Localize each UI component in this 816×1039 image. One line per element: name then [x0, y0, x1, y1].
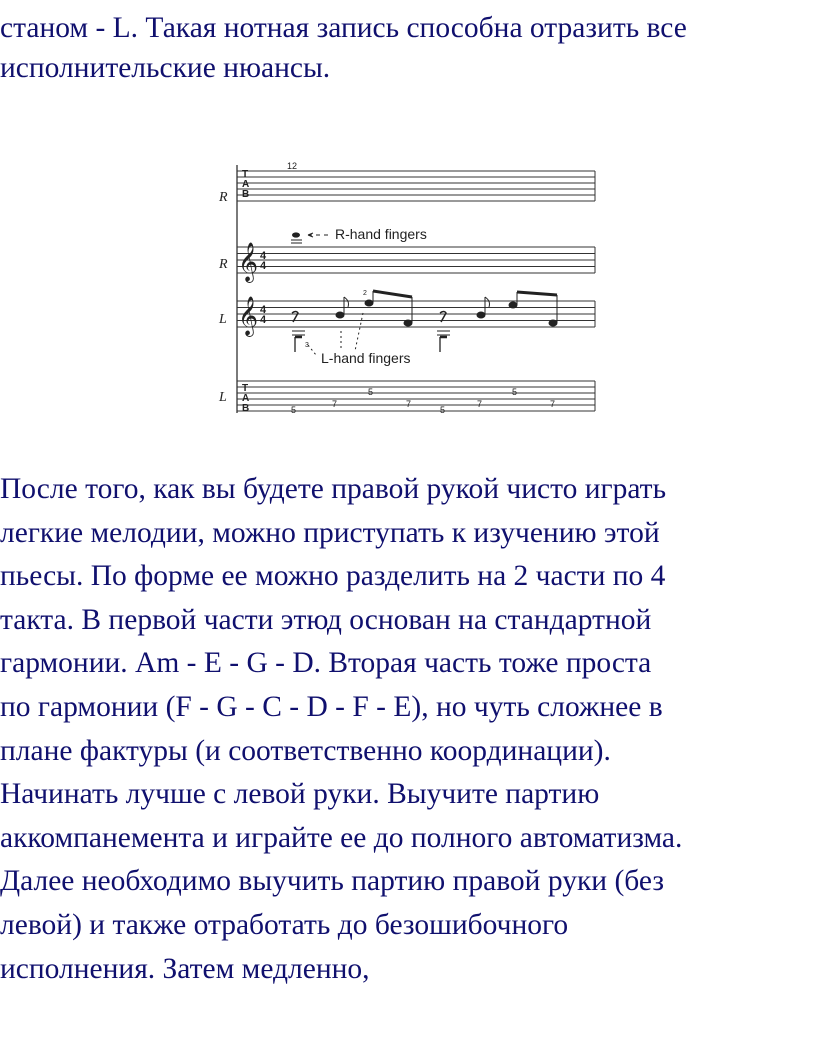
time-sig-top-r: 4 — [260, 250, 267, 262]
svg-text:B: B — [242, 189, 250, 200]
svg-text:A: A — [242, 179, 250, 190]
tab-number: 5 — [440, 405, 446, 415]
body-line: аккомпанемента и играйте ее до полного автоматизма. — [0, 821, 683, 854]
body-line: такта. В первой части этюд основан на стандартной — [0, 603, 652, 636]
tab-clef-top — [242, 169, 249, 200]
svg-text:T: T — [242, 383, 249, 394]
body-line: После того, как вы будете правой рукой чисто играть — [0, 473, 667, 505]
body-line: легкие мелодии, можно приступать к изучению этой — [0, 516, 660, 549]
tab-number: 7 — [550, 399, 556, 409]
staff-label-r-notation: R — [219, 257, 228, 272]
staff-lines — [237, 171, 595, 411]
top-tab-number: 12 — [287, 161, 298, 171]
body-line: плане фактуры (и соответственно координации). — [0, 734, 611, 767]
staff-label-l-tab: L — [219, 390, 227, 405]
intro-line-2: исполнительские нюансы. — [0, 52, 331, 84]
music-notation-figure — [205, 155, 605, 420]
body-line: левой) и также отработать до безошибочного — [0, 909, 569, 941]
svg-text:T: T — [242, 169, 249, 180]
staff-label-l-notation: L — [219, 312, 227, 327]
time-sig-bottom-r: 4 — [260, 260, 267, 272]
tab-number: 5 — [291, 405, 297, 415]
treble-clef-l: 𝄞 — [238, 296, 259, 336]
tab-number: 7 — [477, 399, 483, 409]
tab-clef-bottom — [242, 383, 249, 414]
time-sig-bottom-l: 4 — [260, 314, 267, 326]
tab-number: 7 — [332, 399, 338, 409]
body-line: пьесы. По форме ее можно разделить на 2 части по 4 — [0, 560, 666, 593]
treble-clef-r: 𝄞 — [238, 242, 259, 282]
r-hand-annotation — [291, 232, 330, 243]
svg-text:A: A — [242, 393, 250, 404]
tab-number: 5 — [368, 387, 374, 397]
body-line: исполнения. Затем медленно, — [0, 952, 370, 985]
r-hand-fingers-label: R-hand fingers — [335, 226, 427, 242]
time-sig-top-l: 4 — [260, 304, 267, 316]
tab-number: 5 — [512, 387, 518, 397]
svg-text:3: 3 — [305, 342, 309, 349]
svg-text:B: B — [242, 403, 250, 414]
body-line: Далее необходимо выучить партию правой руки (без — [0, 865, 664, 898]
body-line: гармонии. Am - E - G - D. Вторая часть тоже проста — [0, 647, 652, 680]
intro-line-1: станом - L. Такая нотная запись способна отразить все — [0, 12, 687, 44]
tab-number: 7 — [406, 399, 412, 409]
svg-text:2: 2 — [363, 290, 367, 297]
body-line: по гармонии (F - G - C - D - F - E), но чуть сложнее в — [0, 691, 663, 723]
l-hand-fingers-label: L-hand fingers — [321, 350, 411, 366]
l-staff-notes — [292, 290, 557, 355]
staff-label-r-tab: R — [219, 190, 228, 205]
body-line: Начинать лучше с левой руки. Выучите партию — [0, 778, 600, 811]
